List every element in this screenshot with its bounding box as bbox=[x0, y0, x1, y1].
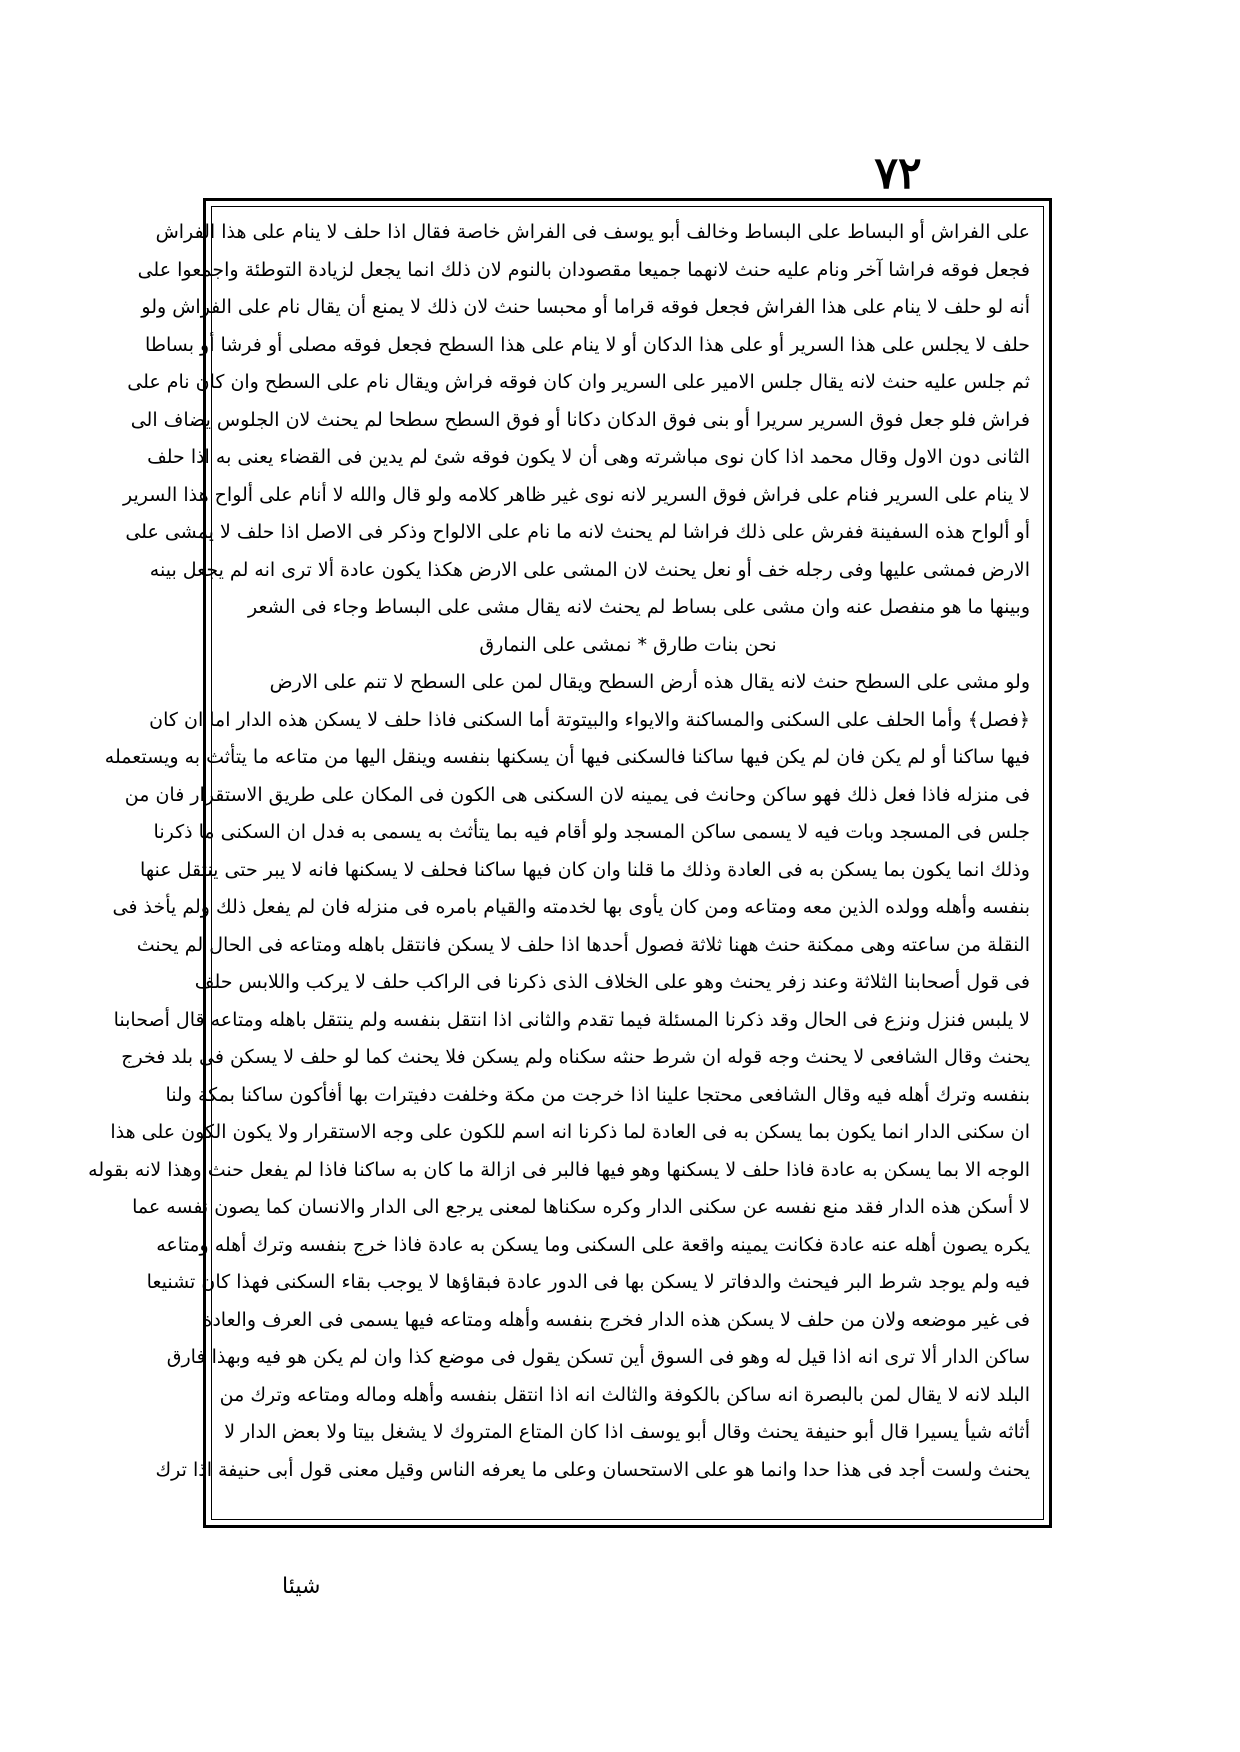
text-line: الثانى دون الاول وقال محمد اذا كان نوى مباشرته وهى أن لا يكون فوقه شئ لم يدين فى القضاء يعنى به اذا حلف bbox=[147, 446, 1030, 468]
text-line: فيه ولم يوجد شرط البر فيحنث والدفاتر لا يسكن بها فى الدور عادة فبقاؤها لا يوجب بقاء السكنى فهذا كان تشنيعا bbox=[146, 1271, 1030, 1293]
text-line: فراش فلو جعل فوق السرير سريرا أو بنى فوق الدكان دكانا أو فوق السطح سطحا لم يحنث لان الجلوس يضاف الى bbox=[130, 408, 1030, 431]
text-line: حلف لا يجلس على هذا السرير أو على هذا الدكان أو لا ينام على هذا السطح فجعل فوقه مصلى أو فرشا أو بساطا bbox=[145, 333, 1030, 356]
text-line: ان سكنى الدار انما يكون بما يسكن به فى العادة لما ذكرنا انه اسم للكون على وجه الاستقرار ولا يكون الكون على هذا bbox=[110, 1121, 1030, 1143]
text-line: فيها ساكنا أو لم يكن فان لم يكن فيها ساكنا فالسكنى فيها أن يسكنها بنفسه وينقل اليها من متاعه ما يتأثث به ويستعمله bbox=[104, 746, 1030, 768]
text-line: أثاثه شيأ يسيرا قال أبو حنيفة يحنث وقال أبو يوسف اذا كان المتاع المتروك لا يشغل بيتا ولا بعض الدار لا bbox=[224, 1421, 1030, 1443]
text-line: يحنث ولست أجد فى هذا حدا وانما هو على الاستحسان وعلى ما يعرفه الناس وقيل معنى قول أبى حنيفة اذا ترك bbox=[155, 1458, 1030, 1481]
text-line: ثم جلس عليه حنث لانه يقال جلس الامير على السرير وان كان فوقه فراش ويقال نام على السطح وان كان نام على bbox=[127, 371, 1030, 393]
text-line: يحنث وقال الشافعى لا يحنث وجه قوله ان شرط حنثه سكناه ولم يسكن فلا يحنث كما لو حلف لا يسكن فى بلد فخرج bbox=[121, 1046, 1030, 1068]
text-line: أنه لو حلف لا ينام على هذا الفراش فجعل فوقه قراما أو محبسا حنث لان ذلك لا يمنع أن يقال نام على الفراش ولو bbox=[141, 296, 1030, 318]
text-line: وذلك انما يكون بما يسكن به فى العادة وذلك ما قلنا وان كان فيها ساكنا فحلف لا يسكنها فانه لا يبر حتى ينتقل عنها bbox=[140, 858, 1030, 881]
page-number: ۷۲ bbox=[874, 148, 922, 199]
text-line: الوجه الا بما يسكن به عادة فاذا حلف لا يسكنها وهو فيها فالبر فى ازالة ما كان به ساكنا فاذا لم يفعل حنث وهذا لانه بقوله bbox=[88, 1158, 1030, 1181]
text-block bbox=[88, 214, 1030, 1510]
text-line: وبينها ما هو منفصل عنه وان مشى على بساط لم يحنث لانه يقال مشى على البساط وجاء فى الشعر bbox=[247, 596, 1030, 618]
text-line: فى قول أصحابنا الثلاثة وعند زفر يحنث وهو على الخلاف الذى ذكرنا فى الراكب حلف لا يركب واللابس حلف bbox=[194, 971, 1030, 993]
section-heading-line: ﴿فصل﴾ وأما الحلف على السكنى والمساكنة والايواء والبيتوتة أما السكنى فاذا حلف لا يسكن هذه الدار اما ان كان bbox=[149, 708, 1030, 731]
text-line: بنفسه وترك أهله فيه وقال الشافعى محتجا علينا اذا خرجت من مكة وخلفت دفيترات بها أفأكون ساكنا بمكة ولنا bbox=[165, 1083, 1030, 1106]
text-line: البلد لانه لا يقال لمن بالبصرة انه ساكن بالكوفة والثالث انه اذا انتقل بنفسه وأهله وماله ومتاعه وترك من bbox=[219, 1383, 1030, 1406]
text-line: فى منزله فاذا فعل ذلك فهو ساكن وحانث فى يمينه لان السكنى هى الكون فى المكان على طريق الاستقرار فان من bbox=[124, 783, 1030, 806]
text-line: فجعل فوقه فراشا آخر ونام عليه حنث لانهما جميعا مقصودان بالنوم لان ذلك انما يجعل لزيادة التوطئة واجمعوا على bbox=[137, 258, 1030, 281]
text-line: النقلة من ساعته وهى ممكنة حنث ههنا ثلاثة فصول أحدها اذا حلف لا يسكن فانتقل باهله ومتاعه فى الحال لم يحنث bbox=[136, 933, 1030, 956]
text-line: فى غير موضعه ولان من حلف لا يسكن هذه الدار فخرج بنفسه وأهله ومتاعه فيها يسمى فى العرف والعادة bbox=[202, 1308, 1030, 1331]
text-line: لا أسكن هذه الدار فقد منع نفسه عن سكنى الدار وكره سكناها لمعنى يرجع الى الدار والانسان كما يصون نفسه عما bbox=[132, 1196, 1030, 1218]
poem-verse: نحن بنات طارق * نمشى على النمارق bbox=[479, 633, 777, 656]
text-line: لا يلبس فنزل ونزع فى الحال وقد ذكرنا المسئلة فيما تقدم والثانى اذا انتقل بنفسه ولم ينتقل باهله ومتاعه قال أصحابنا bbox=[113, 1008, 1030, 1031]
text-line: أو ألواح هذه السفينة ففرش على ذلك فراشا لم يحنث لانه ما نام على الالواح وذكر فى الاصل اذا حلف لا يمشى على bbox=[125, 521, 1030, 543]
text-line: جلس فى المسجد وبات فيه لا يسمى ساكن المسجد ولو أقام فيه بما يتأثث به يسمى به فدل ان السكنى ما ذكرنا bbox=[153, 821, 1030, 843]
text-line: ولو مشى على السطح حنث لانه يقال هذه أرض السطح ويقال لمن على السطح لا تنم على الارض bbox=[269, 671, 1030, 693]
text-line: ساكن الدار ألا ترى انه اذا قيل له وهو فى السوق أين تسكن يقول فى موضع كذا وان لم يكن هو فيه وبهذا فارق bbox=[166, 1346, 1030, 1368]
text-line: بنفسه وأهله وولده الذين معه ومتاعه ومن كان يأوى بها لخدمته والقيام بامره فى منزله فان لم يفعل ذلك ولم يأخذ فى bbox=[112, 896, 1030, 918]
catchword: شیئا bbox=[282, 1574, 321, 1599]
text-line: الارض فمشى عليها وفى رجله خف أو نعل يحنث لان المشى على الارض هكذا يكون عادة ألا ترى انه لم يجعل بينه bbox=[149, 558, 1030, 581]
text-line: على الفراش أو البساط على البساط وخالف أبو يوسف فى الفراش خاصة فقال اذا حلف لا ينام على هذا الفراش bbox=[155, 221, 1030, 243]
text-line: لا ينام على السرير فنام على فراش فوق السرير لانه نوى غير ظاهر كلامه ولو قال والله لا أنام على ألواح هذا السرير bbox=[123, 483, 1030, 506]
text-line: يكره يصون أهله عنه عادة فكانت يمينه واقعة على السكنى وما يسكن به عادة فاذا خرج بنفسه وترك أهله ومتاعه bbox=[156, 1233, 1030, 1256]
